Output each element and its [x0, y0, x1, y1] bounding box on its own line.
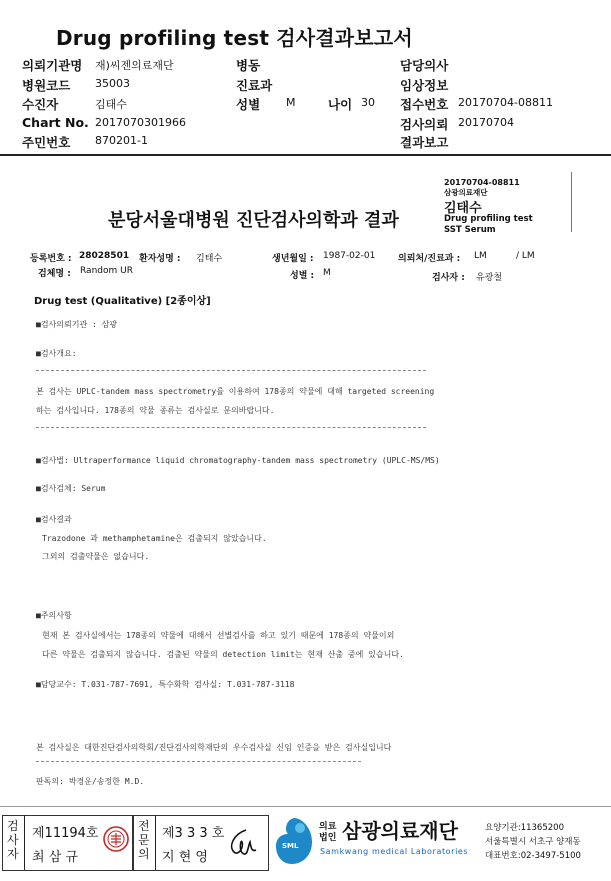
- reviewers-text: 판독의: 박경운/송정한 M.D.: [36, 777, 145, 786]
- label-requesting-institution: 의뢰기관명: [22, 58, 83, 73]
- section-specimen: ■검사검체: Serum: [36, 484, 106, 493]
- examiner-box-divider: [24, 815, 25, 870]
- examiner-vertical-char-3: 자: [7, 847, 19, 861]
- value-dept-2: / LM: [516, 251, 535, 261]
- value-dob: 1987-02-01: [323, 251, 376, 261]
- overview-line-1: 본 검사는 UPLC-tandem mass spectrometry를 이용하여 178종의 약물에 대해 targeted screening: [36, 387, 435, 396]
- corner-specimen: SST Serum: [444, 225, 496, 235]
- overview-dash-bottom: [36, 427, 426, 428]
- label-request-date: 검사의뢰: [400, 117, 449, 132]
- org-english-name: Samkwang medical Laboratories: [320, 847, 469, 856]
- section-result-title: ■검사결과: [36, 515, 72, 524]
- value-reg-no: 28028501: [79, 251, 130, 261]
- value-hospital-code: 35003: [95, 77, 130, 90]
- overview-dash-top: [36, 370, 426, 371]
- examiner-vertical-char-2: 사: [7, 833, 19, 847]
- test-title: Drug test (Qualitative) [2종이상]: [34, 296, 211, 307]
- corner-receipt-no: 20170704-08811: [444, 178, 520, 187]
- value-patient-name: 김태수: [196, 254, 223, 264]
- specialist-vertical-char-1: 전: [138, 819, 150, 833]
- label-receipt-no: 접수번호: [400, 97, 449, 112]
- notes-line-1: 현재 본 검사실에서는 178종의 약물에 대해서 선별검사를 하고 있기 때문에 178종의 약물이외: [42, 631, 395, 640]
- examiner-license-no: 제11194호: [32, 826, 99, 841]
- label-ward: 병동: [236, 58, 261, 73]
- section-contact: ■담당교수: T.031-787-7691, 특수화학 검사실: T.031-787-3118: [36, 680, 295, 689]
- value-age: 30: [361, 96, 375, 109]
- value-report-sex: M: [323, 268, 331, 278]
- sml-logo-icon: [272, 816, 316, 866]
- label-result-report: 결과보고: [400, 135, 449, 150]
- specialist-signature-icon: [224, 826, 260, 860]
- label-report-sex: 성별 :: [290, 271, 315, 281]
- specialist-box-divider: [155, 815, 156, 870]
- specialist-license-no: 제3 3 3 호: [162, 826, 225, 841]
- value-resident-no: 870201-1: [95, 134, 148, 147]
- corner-patient-name: 김태수: [444, 201, 482, 216]
- label-patient: 수진자: [22, 97, 59, 112]
- label-examiner: 검사자 :: [432, 273, 465, 283]
- value-specimen-name: Random UR: [80, 266, 133, 276]
- specialist-vertical-label: [138, 819, 150, 861]
- label-age: 나이: [328, 97, 353, 112]
- label-clinical-info: 임상정보: [400, 78, 449, 93]
- label-patient-name: 환자성명 :: [139, 254, 181, 264]
- value-receipt-no: 20170704-08811: [458, 96, 553, 109]
- notes-line-2: 다른 약물은 검출되지 않습니다. 검출된 약물의 detection limit는 현재 산출 중에 있습니다.: [42, 650, 404, 659]
- section-overview-title: ■검사개요:: [36, 349, 77, 358]
- label-resident-no: 주민번호: [22, 135, 71, 150]
- value-patient: 김태수: [95, 98, 127, 111]
- label-sex: 성별: [236, 97, 261, 112]
- certification-dash: [36, 761, 361, 762]
- value-examiner: 유광철: [476, 273, 503, 283]
- result-line-1: Trazodone 과 methamphetamine은 검출되지 않았습니다.: [42, 534, 267, 543]
- overview-line-2: 하는 검사입니다. 178종의 약물 종류는 검사실로 문의바랍니다.: [36, 406, 275, 415]
- report-heading: 분당서울대병원 진단검사의학과 결과: [108, 210, 399, 231]
- sml-logo-text: SML: [282, 842, 299, 850]
- examiner-seal-icon: [101, 824, 131, 854]
- examiner-vertical-char-1: 검: [7, 819, 19, 833]
- document-title: Drug profiling test 검사결과보고서: [56, 26, 413, 50]
- footer-divider: [0, 806, 611, 807]
- specialist-vertical-char-2: 문: [138, 833, 150, 847]
- specialist-name: 지 현 영: [162, 850, 208, 865]
- label-hospital-code: 병원코드: [22, 78, 71, 93]
- value-sex: M: [286, 96, 296, 109]
- value-request-date: 20170704: [458, 116, 514, 129]
- label-dob: 생년월일 :: [272, 254, 314, 264]
- corner-edge: [571, 172, 572, 232]
- label-chart-no: Chart No.: [22, 115, 89, 130]
- label-dept: 의뢰처/진료과 :: [398, 254, 461, 264]
- corp-label-top: 의료: [319, 822, 337, 832]
- org-address: 서울특별시 서초구 양재동: [485, 837, 581, 847]
- facility-code: 요양기관:11365200: [485, 823, 564, 833]
- label-specimen-name: 검체명 :: [38, 269, 71, 279]
- section-notes-title: ■주의사항: [36, 611, 72, 620]
- section-institution: ■검사의뢰기관 : 삼광: [36, 320, 118, 329]
- value-requesting-institution: 재)씨젠의료재단: [95, 59, 174, 72]
- examiner-name: 최 삼 규: [32, 850, 78, 865]
- label-department: 진료과: [236, 78, 273, 93]
- certification-text: 본 검사실은 대한진단검사의학회/진단검사의학재단의 우수검사실 신임 인증을 받은 검사실입니다: [36, 743, 392, 752]
- value-chart-no: 2017070301966: [95, 116, 186, 129]
- specialist-vertical-char-3: 의: [138, 847, 150, 861]
- result-line-2: 그외의 검출약물은 없습니다.: [42, 552, 150, 561]
- label-doctor: 담당의사: [400, 58, 449, 73]
- label-reg-no: 등록번호 :: [30, 254, 72, 264]
- org-name: 삼광의료재단: [342, 819, 458, 843]
- corp-label-bottom: 법인: [319, 833, 337, 843]
- corner-lab-name: 삼광의료재단: [444, 188, 488, 197]
- org-phone: 대표번호:02-3497-5100: [485, 851, 581, 861]
- examiner-vertical-label: [7, 819, 19, 861]
- header-divider: [0, 154, 611, 156]
- value-dept-1: LM: [474, 251, 487, 261]
- section-method: ■검사법: Ultraperformance liquid chromatography-tandem mass spectrometry (UPLC-MS/MS): [36, 456, 440, 465]
- corner-test-name: Drug profiling test: [444, 214, 533, 224]
